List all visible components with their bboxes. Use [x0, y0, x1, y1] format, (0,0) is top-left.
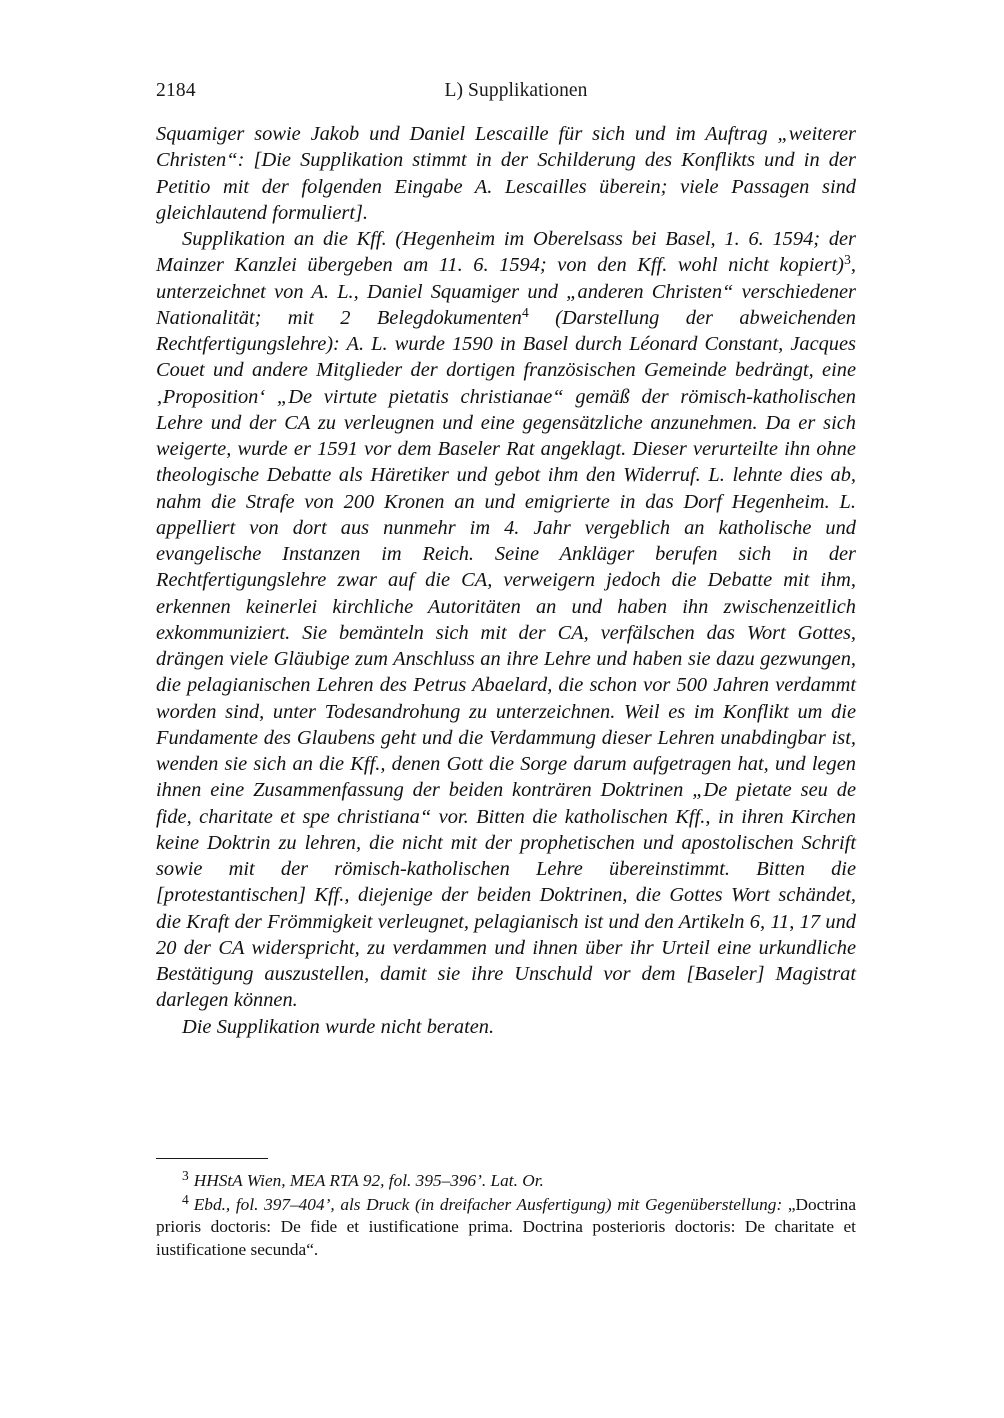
- footnote-reference-4[interactable]: 4: [521, 304, 529, 320]
- running-head: [156, 78, 856, 104]
- footnote-3-number: 3: [182, 1167, 189, 1183]
- footnote-4-quotation: „Doctrina prioris doctoris: De fide et iustificatione prima. Doctrina posterioris doctoris: De charitate et iustificatione secunda“.: [156, 1194, 856, 1259]
- footnote-3: [156, 1167, 856, 1193]
- supplikation-text-part-2: , unterzeichnet von A. L., Daniel Squamiger und „anderen Christen“ verschiedener Nationalität; mit 2 Belegdokumenten: [156, 254, 856, 329]
- body-text-column: [156, 121, 856, 1040]
- paragraph-nicht-beraten: Die Supplikation wurde nicht beraten.: [182, 1015, 495, 1038]
- paragraph-supplikation: [156, 226, 856, 1014]
- footnote-4-citation: Ebd., fol. 397–404’, als Druck (in dreifacher Ausfertigung) mit Gegenüberstellung:: [193, 1194, 783, 1214]
- supplikation-text-part-1: Supplikation an die Kff. (Hegenheim im Oberelsass bei Basel, 1. 6. 1594; der Mainzer Kanzlei übergeben am 11. 6. 1594; von den Kff. wohl nicht kopiert): [156, 228, 856, 277]
- page-number: 2184: [156, 80, 196, 101]
- footnote-3-text: HHStA Wien, MEA RTA 92, fol. 395–396’. Lat. Or.: [193, 1171, 544, 1190]
- footnote-block: [156, 1158, 856, 1261]
- footnote-4-number: 4: [182, 1191, 189, 1207]
- footnote-reference-3[interactable]: 3: [844, 252, 851, 268]
- supplikation-text-part-3: (Darstellung der abweichenden Rechtfertigungslehre): A. L. wurde 1590 in Basel durch Léonard Constant, Jacques Couet und andere Mitglieder der dortigen französischen Gemeinde bedrängt, eine ‚Proposition‘ „De virtute pietatis christianae“ gemäß der römisch-katholischen Lehre und der CA zu verleugnen und eine gegensätzliche anzunehmen. Da er sich weigerte, wurde er 1591 vor dem Baseler Rat angeklagt. Dieser verurteilte ihn ohne theologische Debatte als Häretiker und gebot ihm den Widerruf. L. lehnte dies ab, nahm die Strafe von 200 Kronen an und emigrierte in das Dorf Hegenheim. L. appelliert von dort aus nunmehr im 4. Jahr vergeblich an katholische und evangelische Instanzen im Reich. Seine Ankläger berufen sich in der Rechtfertigungslehre zwar auf die CA, verweigern jedoch die Debatte mit ihm, erkennen keinerlei kirchliche Autoritäten an und haben ihn zwischenzeitlich exkommuniziert. Sie bemänteln sich mit der CA, verfälschen das Wort Gottes, drängen viele Gläubige zum Anschluss an ihre Lehre und haben sie dazu gezwungen, die pelagianischen Lehren des Petrus Abaelard, die schon vor 500 Jahren verdammt worden sind, unter Todesandrohung zu unterzeichnen. Weil es im Konflikt um die Fundamente des Glaubens geht und die Verdammung dieser Lehren unabdingbar ist, wenden sie sich an die Kff., denen Gott die Sorge darum aufgetragen hat, und legen ihnen eine Zusammenfassung der beiden konträren Doktrinen „De pietate seu de fide, charitate et spe christiana“ vor. Bitten die katholischen Kff., in ihren Kirchen keine Doktrin zu lehren, die nicht mit der prophetischen und apostolischen Schrift sowie mit der römisch-katholischen Lehre übereinstimmt. Bitten die [protestantischen] Kff., diejenige der beiden Doktrinen, die Gottes Wort schändet, die Kraft der Frömmigkeit verleugnet, pelagianisch ist und den Artikeln 6, 11, 17 und 20 der CA widerspricht, zu verdammen und ihnen über ihr Urteil eine urkundliche Bestätigung auszustellen, damit sie ihre Unschuld vor dem [Baseler] Magistrat darlegen können.: [156, 306, 856, 1012]
- footnote-separator-rule: [156, 1158, 268, 1159]
- running-title: L) Supplikationen: [444, 80, 588, 101]
- paragraph-squamiger: Squamiger sowie Jakob und Daniel Lescaille für sich und im Auftrag „weiterer Christen“: [Die Supplikation stimmt in der Schilderung des Konflikts und in der Petitio mit der folgenden Eingabe A. Lescailles überein; viele Passagen sind gleichlautend formuliert].: [156, 123, 856, 224]
- footnote-4: [156, 1191, 856, 1262]
